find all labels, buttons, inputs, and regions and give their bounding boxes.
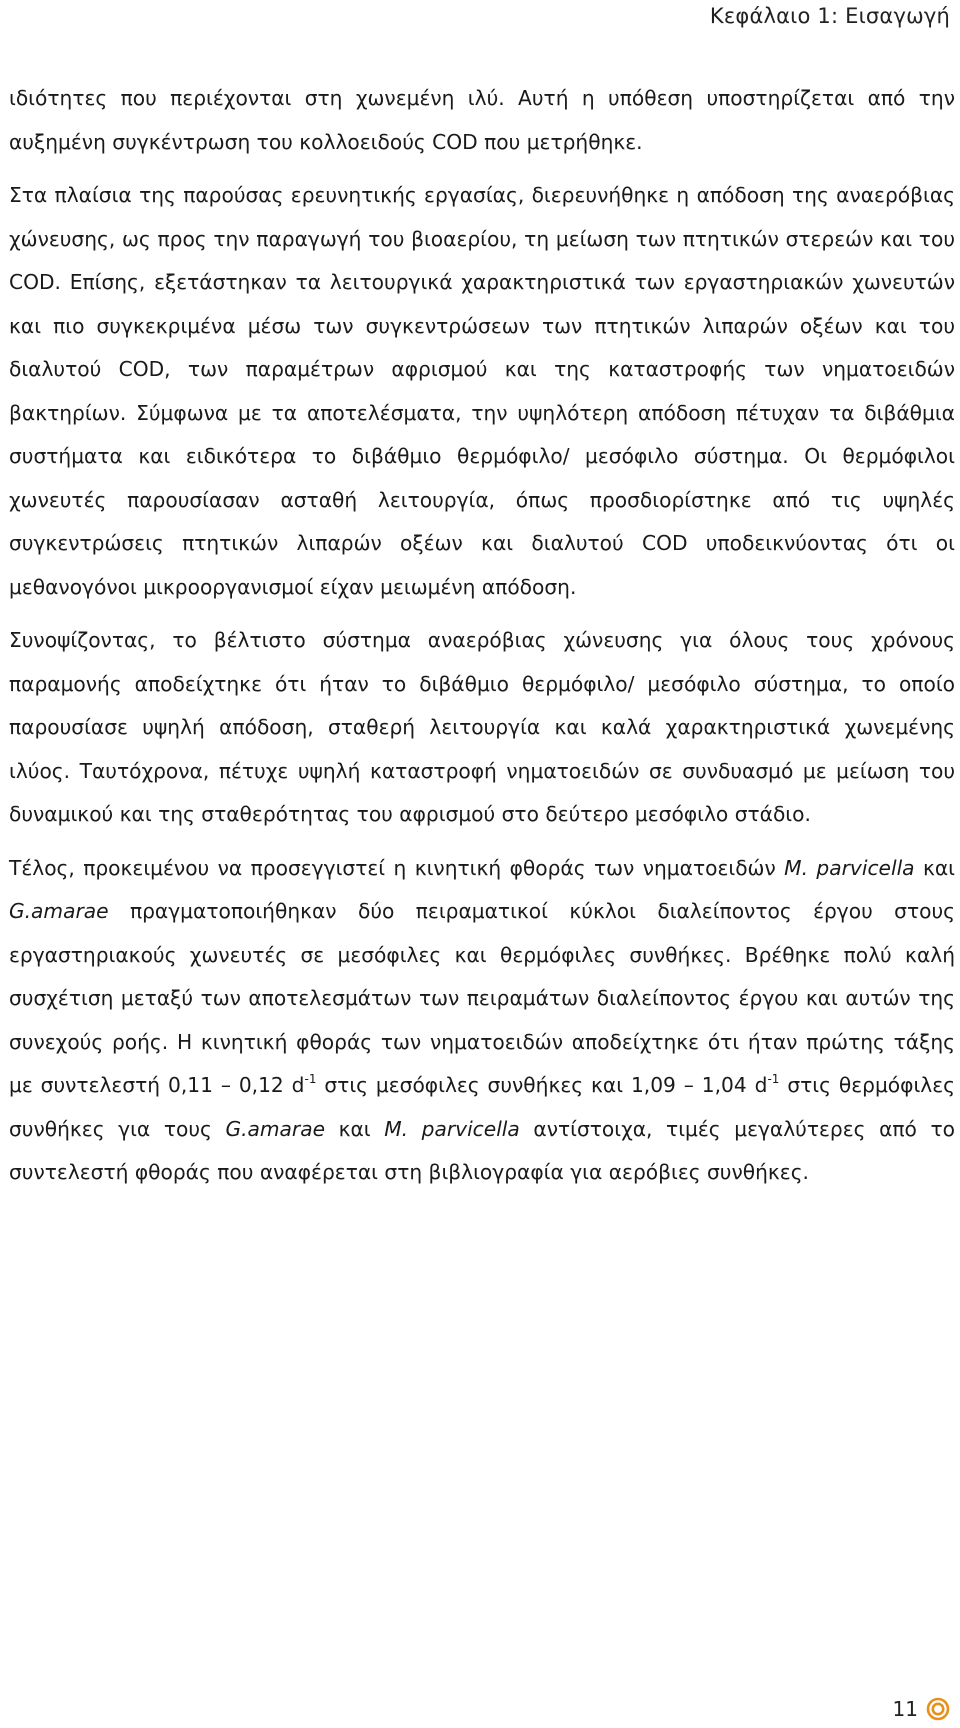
- text-run: Τέλος, προκειμένου να προσεγγιστεί η κινητική φθοράς των νηματοειδών: [9, 855, 785, 880]
- text-run: αντίστοιχα, τιμές μεγαλύτερες από το συντελεστή φθοράς που αναφέρεται στη βιβλιογραφία για αερόβιες συνθήκες.: [9, 1116, 955, 1184]
- chapter-title: Κεφάλαιο 1: Εισαγωγή: [709, 4, 950, 28]
- species-name: G.amarae: [9, 899, 109, 923]
- species-name: G.amarae: [225, 1116, 325, 1141]
- inner-ring: [933, 1704, 943, 1714]
- exponent: -1: [767, 1072, 780, 1086]
- paragraph-1: ιδιότητες που περιέχονται στη χωνεμένη ιλύ. Αυτή η υπόθεση υποστηρίζεται από την αυξημένη συγκέντρωση του κολλοειδούς COD που μετρήθηκε.: [9, 86, 955, 154]
- paragraph-3: Συνοψίζοντας, το βέλτιστο σύστημα αναερόβιας χώνευσης για όλους τους χρόνους παραμονής αποδείχτηκε ότι ήταν το διβάθμιο θερμόφιλο/ μεσόφιλο σύστημα, το οποίο παρουσίασε υψηλή απόδοση, σταθερή λειτουργία και καλά χαρακτηριστικά χωνεμένης ιλύος. Ταυτόχρονα, πέτυχε υψηλή καταστροφή νηματοειδών σε συνδυασμό με μείωση του δυναμικού και της σταθερότητας του αφρισμού στο δεύτερο μεσόφιλο στάδιο.: [9, 628, 955, 826]
- exponent: -1: [304, 1072, 317, 1086]
- body-text: [9, 77, 955, 1195]
- paragraph-4: [9, 847, 955, 1195]
- text-run: και: [325, 1116, 385, 1141]
- species-name: M. parvicella: [384, 1116, 520, 1141]
- paragraph-2: Στα πλαίσια της παρούσας ερευνητικής εργασίας, διερευνήθηκε η απόδοση της αναερόβιας χώνευσης, ως προς την παραγωγή του βιοαερίου, τη μείωση των πτητικών στερεών και του COD. Επίσης, εξετάστηκαν τα λειτουργικά χαρακτηριστικά των εργαστηριακών χωνευτών και πιο συγκεκριμένα μέσω των συγκεντρώσεων των πτητικών λιπαρών οξέων και του διαλυτού COD, των παραμέτρων αφρισμού και της καταστροφής των νηματοειδών βακτηρίων. Σύμφωνα με τα αποτελέσματα, την υψηλότερη απόδοση πέτυχαν τα διβάθμια συστήματα και ειδικότερα το διβάθμιο θερμόφιλο/ μεσόφιλο σύστημα. Οι θερμόφιλοι χωνευτές παρουσίασαν ασταθή λειτουργία, όπως προσδιορίστηκε από τις υψηλές συγκεντρώσεις πτητικών λιπαρών οξέων και διαλυτού COD υποδεικνύοντας ότι οι μεθανογόνοι μικροοργανισμοί είχαν μειωμένη απόδοση.: [9, 183, 955, 599]
- text-run: και: [914, 855, 956, 880]
- concentric-circles-icon: [926, 1697, 950, 1721]
- page-footer: [893, 1697, 950, 1721]
- running-header: [710, 4, 950, 28]
- text-run: στις μεσόφιλες συνθήκες και 1,09 – 1,04 d: [316, 1073, 768, 1097]
- outer-ring: [928, 1699, 948, 1719]
- text-run: πραγματοποιήθηκαν δύο πειραματικοί κύκλοι διαλείποντος έργου στους εργαστηριακούς χωνευτές σε μεσόφιλες και θερμόφιλες συνθήκες. Βρέθηκε πολύ καλή συσχέτιση μεταξύ των αποτελεσμάτων των πειραμάτων διαλείποντος έργου και αυτών της συνεχούς ροής. Η κινητική φθοράς των νηματοειδών αποδείχτηκε ότι ήταν πρώτης τάξης με συντελεστή 0,11 – 0,12 d: [9, 899, 955, 1097]
- species-name: M. parvicella: [784, 855, 915, 880]
- page-number: 11: [892, 1697, 918, 1721]
- text-run: στις θερμόφιλες συνθήκες για τους: [9, 1073, 955, 1141]
